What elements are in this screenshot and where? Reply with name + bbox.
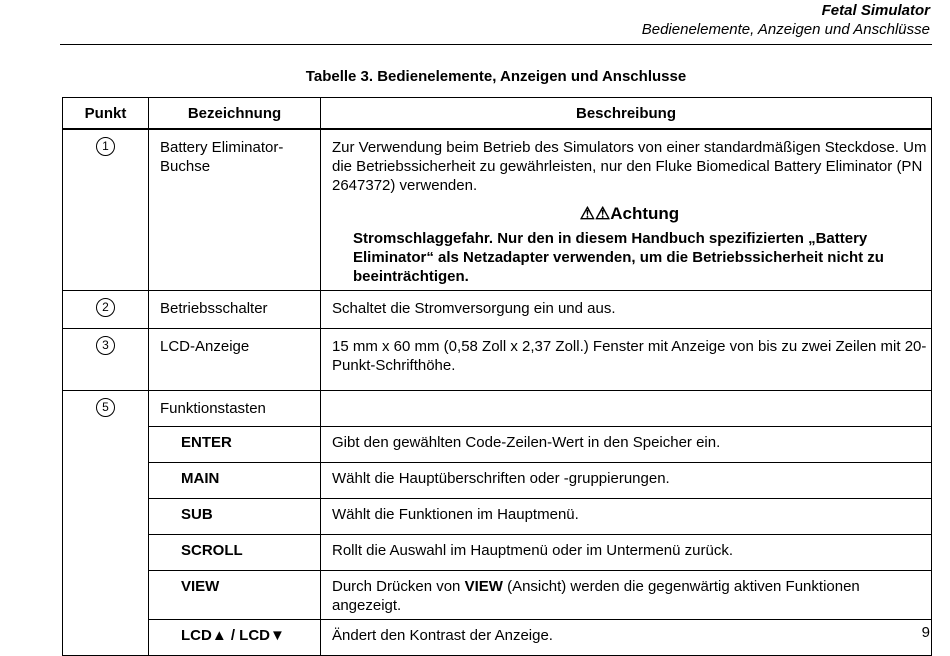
header-rule xyxy=(60,44,932,45)
key-description: Durch Drücken von VIEW (Ansicht) werden die gegenwärtig aktiven Funktionen angezeigt. xyxy=(321,571,932,620)
warning-heading xyxy=(332,204,927,223)
item-number: 5 xyxy=(96,398,115,417)
header-subtitle: Bedienelemente, Anzeigen und Anschlüsse xyxy=(641,21,930,38)
key-row-main xyxy=(63,463,932,499)
key-row-view xyxy=(63,571,932,620)
item-name-cont: Buchse xyxy=(160,158,211,175)
table-row xyxy=(63,291,932,329)
key-label: MAIN xyxy=(149,463,321,499)
key-label: SCROLL xyxy=(149,535,321,571)
warning-title: Achtung xyxy=(610,204,680,223)
key-label: VIEW xyxy=(149,571,321,620)
column-header-beschreibung: Beschreibung xyxy=(321,98,932,130)
table-row xyxy=(63,329,932,391)
table-header-row xyxy=(63,98,932,130)
warning-icon: ⚠⚠ xyxy=(579,204,611,223)
key-description: Gibt den gewählten Code-Zeilen-Wert in den Speicher ein. xyxy=(321,427,932,463)
table-caption: Tabelle 3. Bedienelemente, Anzeigen und Anschlusse xyxy=(305,68,687,85)
controls-table xyxy=(62,97,932,656)
item-name: Betriebsschalter xyxy=(149,291,321,329)
key-description: Wählt die Hauptüberschriften oder -gruppierungen. xyxy=(321,463,932,499)
item-number: 1 xyxy=(96,137,115,156)
key-row-sub xyxy=(63,499,932,535)
item-name: Funktionstasten xyxy=(149,391,321,427)
column-header-bezeichnung: Bezeichnung xyxy=(149,98,321,130)
key-label: ENTER xyxy=(149,427,321,463)
warning-text: Stromschlaggefahr. Nur den in diesem Handbuch spezifizierten „Battery Eliminator“ als Netzadapter verwenden, um die Betriebssicherheit nicht zu beeinträchtigen. xyxy=(353,230,884,285)
item-name: LCD-Anzeige xyxy=(149,329,321,391)
key-row-enter xyxy=(63,427,932,463)
item-description: Zur Verwendung beim Betrieb des Simulators von einer standardmäßigen Steckdose. Um die Betriebssicherheit zu gewährleisten, nur den Fluke Biomedical Battery Eliminator (PN 2647372) verwenden. xyxy=(332,139,927,194)
key-row-lcd-contrast xyxy=(63,620,932,656)
key-description: Wählt die Funktionen im Hauptmenü. xyxy=(321,499,932,535)
item-description: Schaltet die Stromversorgung ein und aus. xyxy=(321,291,932,329)
header-title: Fetal Simulator xyxy=(821,2,930,19)
table-row xyxy=(63,129,932,291)
key-label: LCD▲ / LCD▼ xyxy=(149,620,321,656)
key-label: SUB xyxy=(149,499,321,535)
item-name: Battery Eliminator- xyxy=(160,139,284,156)
item-number: 2 xyxy=(96,298,115,317)
item-number: 3 xyxy=(96,336,115,355)
page-number: 9 xyxy=(921,624,930,641)
key-row-scroll xyxy=(63,535,932,571)
column-header-punkt: Punkt xyxy=(63,98,149,130)
key-description: Rollt die Auswahl im Hauptmenü oder im Untermenü zurück. xyxy=(321,535,932,571)
table-row xyxy=(63,391,932,427)
item-description: 15 mm x 60 mm (0,58 Zoll x 2,37 Zoll.) Fenster mit Anzeige von bis zu zwei Zeilen mit 20-Punkt-Schrifthöhe. xyxy=(321,329,932,391)
key-description: Ändert den Kontrast der Anzeige. xyxy=(321,620,932,656)
